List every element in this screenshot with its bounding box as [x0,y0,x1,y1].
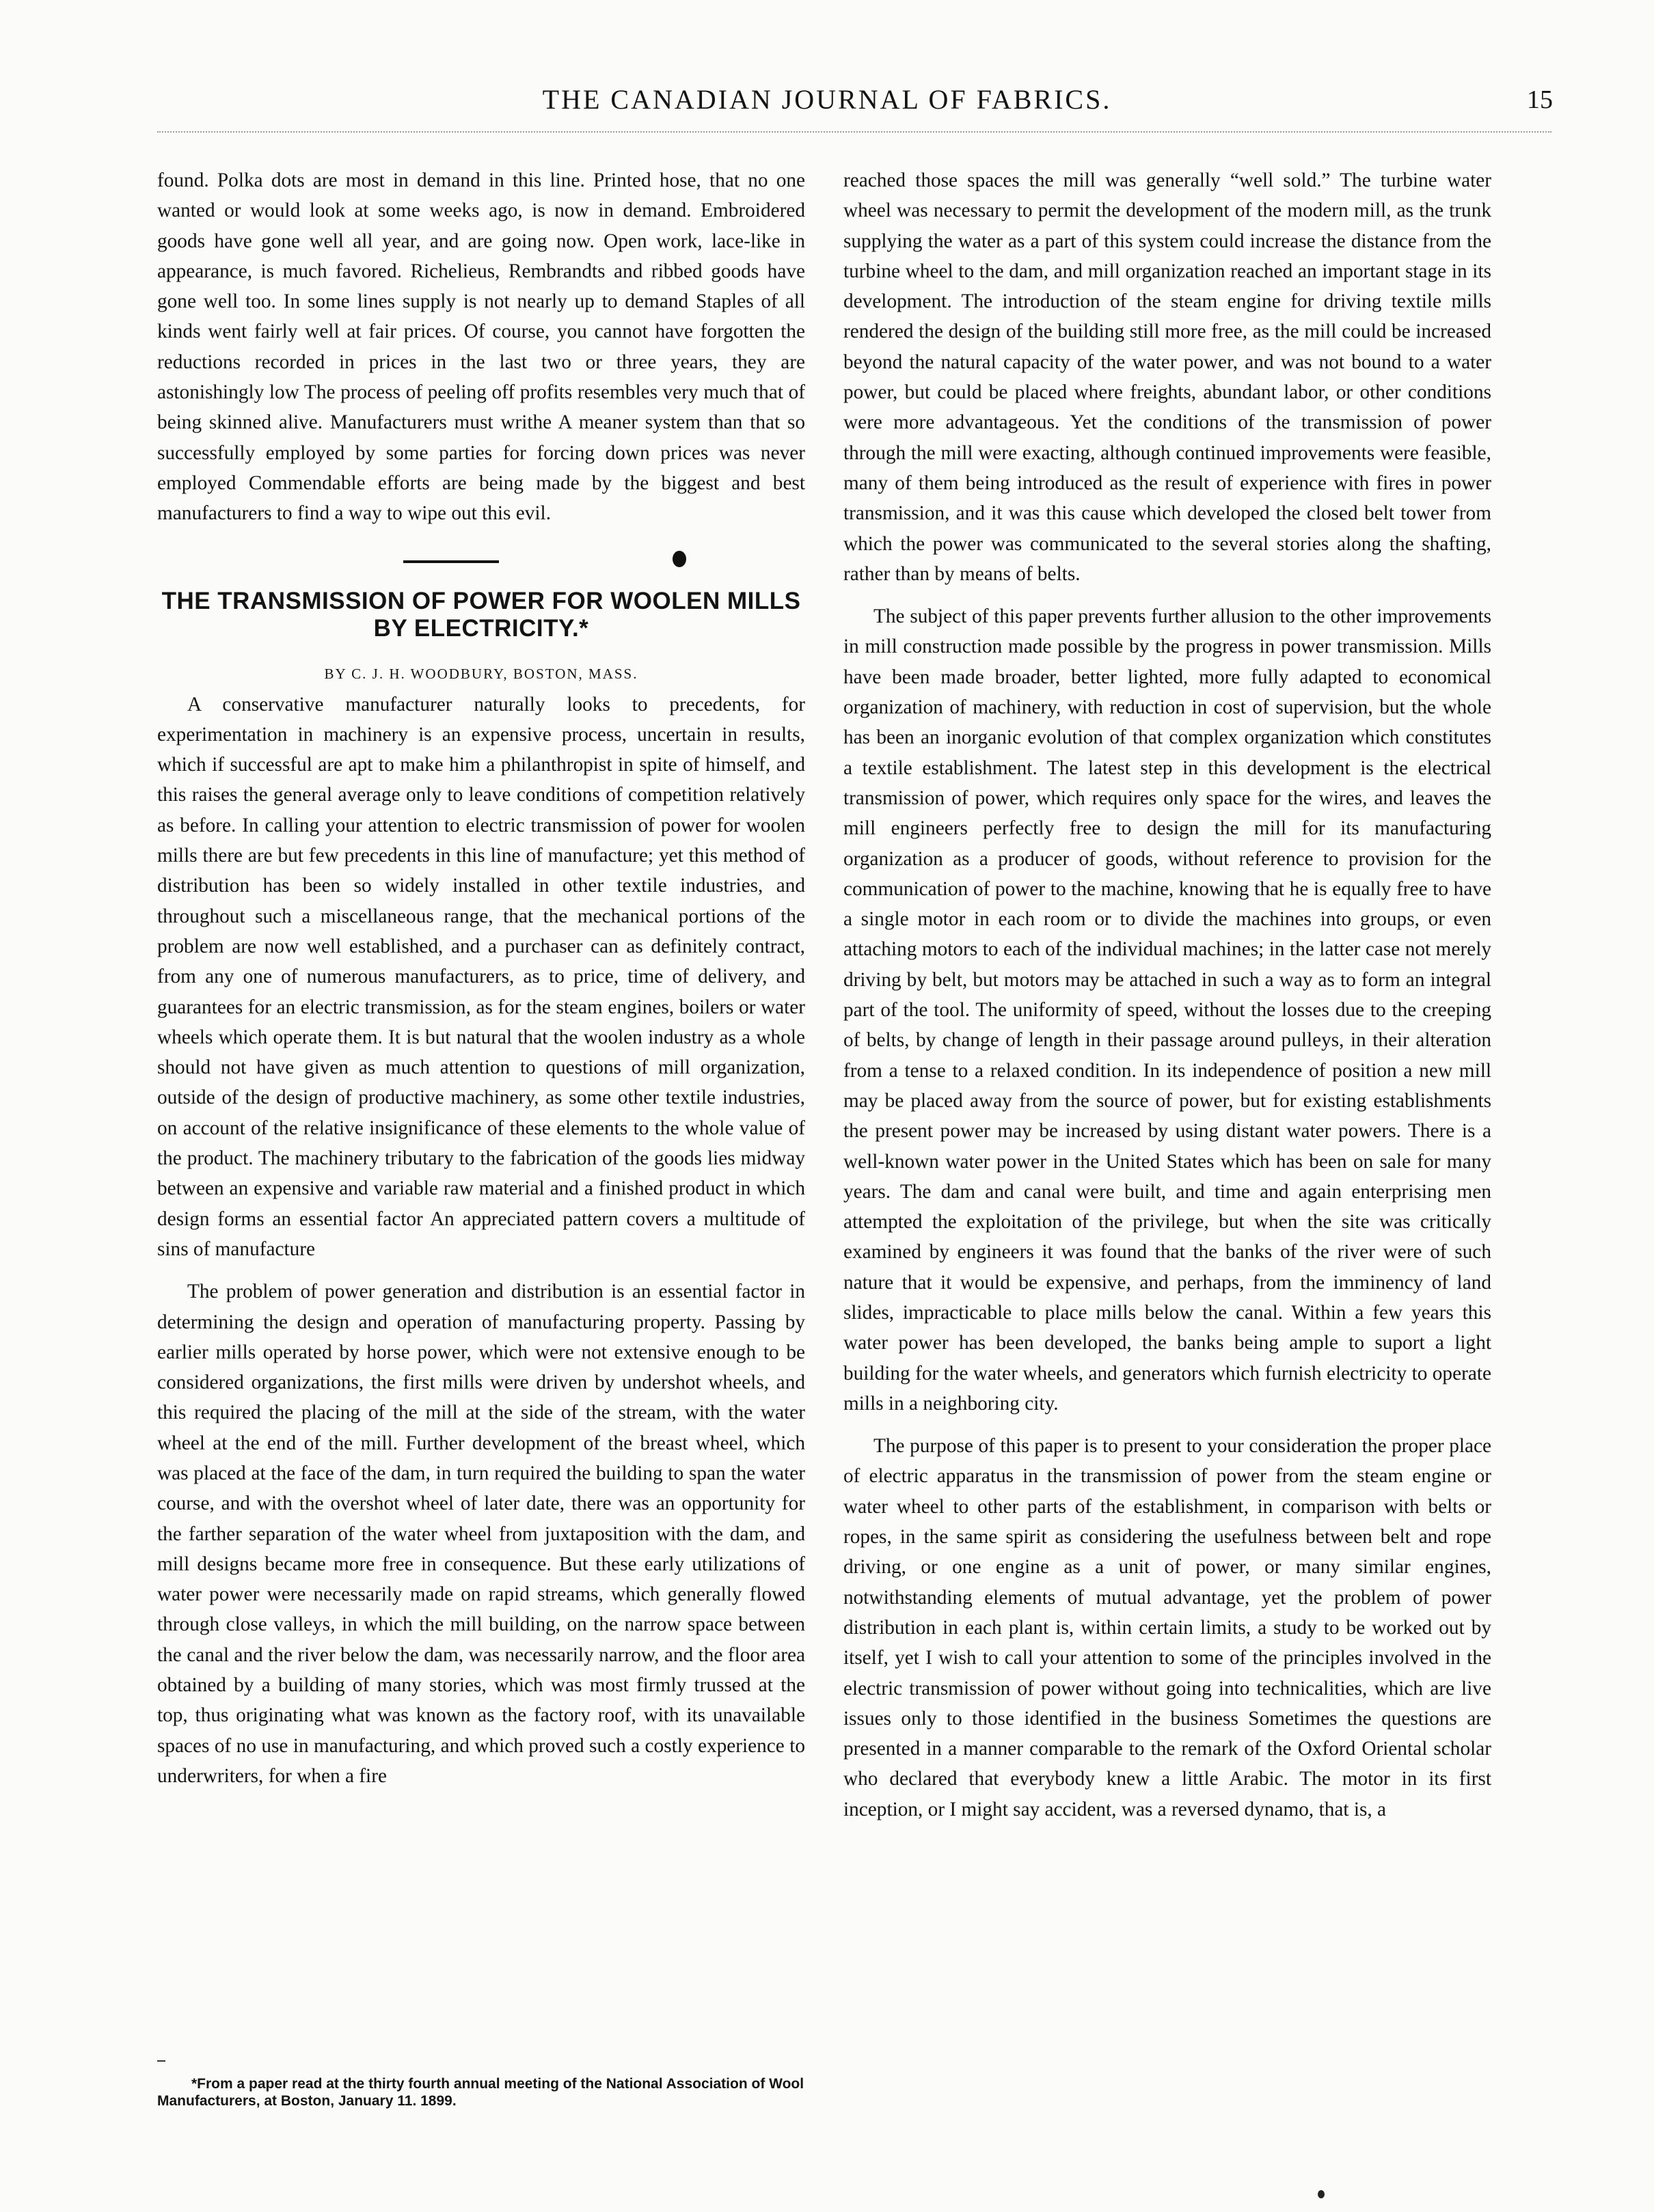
continued-paragraph: found. Polka dots are most in demand in this line. Printed hose, that no one wanted or would look at some weeks ago, is now in demand. Embroidered goods have gone well all year, and are going now. Open work, lace-like in appearance, is much favored. Richelieus, Rembrandts and ribbed goods have gone well too. In some lines supply is not nearly up to demand Staples of all kinds went fairly well at fair prices. Of course, you cannot have forgotten the reductions recorded in prices in the last two or three years, they are astonishingly low The process of peeling off profits resembles very much that of being skinned alive. Manufacturers must writhe A meaner system than that so successfully employed by some parties for forcing down prices was never employed Commendable efforts are being made by the biggest and best manufacturers to find a way to wipe out this evil. [157,169,805,525]
page-number: 15 [1527,85,1553,114]
section-separator [157,543,805,586]
right-column [843,165,1491,1825]
body-paragraph-4: The subject of this paper prevents further allusion to the other improvements in mill construction made possible by the progress in power transmission. Mills have been made broader, better lighted, more fully adapted to economical organization of machinery, with reduction in cost of supervision, but the whole has been an inorganic evolution of that complex organization which constitutes a textile establishment. The latest step in this development is the electrical transmission of power, which requires only space for the wires, and leaves the mill engineers perfectly free to design the mill for its manufacturing organization as a producer of goods, without reference to provision for the communication of power to the machine, knowing that he is equally free to have a single motor in each room or to divide the machines into groups, or even attaching motors to each of the individual machines; in the latter case not merely driving by belt, but motors may be attached in such a way as to form an integral part of the tool. The uniformity of speed, without the losses due to the creeping of belts, by change of length in their passage around pulleys, in their alteration from a tense to a relaxed condition. In its independence of position a new mill may be placed away from the source of power, but for existing establishments the present power may be increased by using distant water powers. There is a well-known water power in the United States which has been on sale for many years. The dam and canal were built, and time and again enterprising men attempted the exploitation of the privilege, but when the site was critically examined by engineers it was found that the banks of the river were of such nature that it would be expensive, and perhaps, from the imminency of land slides, impracticable to place mills below the canal. Within a few years this water power has been developed, the banks being ample to suport a light building for the water wheels, and generators which furnish electricity to operate mills in a neighboring city. [843,605,1491,1415]
ink-blot [673,551,686,567]
footnote: *From a paper read at the thirty fourth annual meeting of the National Association of Wool Manufacturers, at Boston, January 11. 1899. [157,2076,804,2109]
running-head: THE CANADIAN JOURNAL OF FABRICS. [542,84,1112,115]
header-rule [157,131,1551,133]
footnote-block [157,2060,805,2109]
article-title: THE TRANSMISSION OF POWER FOR WOOLEN MILLS BY ELECTRICITY.* [161,587,801,642]
body-paragraph-2: The problem of power generation and distribution is an essential factor in determining the design and operation of manufacturing property. Passing by earlier mills operated by horse power, which were not extensive enough to be considered organizations, the first mills were driven by undershot wheels, and this required the placing of the mill at the side of the stream, with the water wheel at the end of the mill. Further development of the breast wheel, which was placed at the face of the dam, in turn required the building to span the water course, and with the overshot wheel of later date, there was an opportunity for the farther separation of the water wheel from juxtaposition with the dam, and mill designs became more free in consequence. But these early utilizations of water power were necessarily made on rapid streams, which generally flowed through close valleys, in which the mill building, on the narrow space between the canal and the river below the dam, was necessarily narrow, and the floor area obtained by a building of many stories, which was most firmly trussed at the top, thus originating what was known as the factory roof, with its unavailable spaces of no use in manufacturing, and which proved such a costly experience to underwriters, for when a fire [157,1281,805,1787]
left-column [157,165,805,1791]
page-header [0,81,1654,135]
body-paragraph-5: The purpose of this paper is to present to your consideration the proper place of electric apparatus in the transmission of power from the steam engine or water wheel to other parts of the establishment, in comparison with belts or ropes, in the same spirit as considering the usefulness between belt and rope driving, or one engine as a unit of power, or many similar engines, notwithstanding elements of mutual advantage, yet the problem of power distribution in each plant is, within certain limits, a study to be worked out by itself, yet I wish to call your attention to some of the principles involved in the electric transmission of power without going into technicalities, which are live issues only to those identified in the business Sometimes the questions are presented in a manner comparable to the remark of the Oxford Oriental scholar who declared that everybody knew a little Arabic. The motor in its first inception, or I might say accident, was a reversed dynamo, that is, a [843,1435,1491,1820]
footnote-rule [157,2060,165,2062]
separator-rule [403,560,499,563]
body-paragraph-3: reached those spaces the mill was generally “well sold.” The turbine water wheel was necessary to permit the development of the modern mill, as the trunk supplying the water as a part of this system could increase the distance from the turbine wheel to the dam, and mill organization reached an important stage in its development. The introduction of the steam engine for driving textile mills rendered the design of the building still more free, as the mill could be increased beyond the natural capacity of the water power, and was not bound to a water power, but could be placed where freights, abundant labor, or other conditions were more advantageous. Yet the conditions of the transmission of power through the mill were exacting, although continued improvements were feasible, many of them being introduced as the result of experience with fires in power transmission, and it was this cause which developed the closed belt tower from which the power was communicated to the several stories along the shafting, rather than by means of belts. [843,169,1491,585]
ink-speck [1318,2190,1325,2198]
byline: BY C. J. H. WOODBURY, BOSTON, MASS. [324,665,638,682]
body-paragraph-1: A conservative manufacturer naturally looks to precedents, for experimentation in machinery is an expensive process, uncertain in results, which if successful are apt to make him a philanthropist in spite of himself, and this raises the general average only to leave conditions of competition relatively as before. In calling your attention to electric transmission of power for woolen mills there are but few precedents in this line of manufacture; yet this method of distribution has been so widely installed in other textile industries, and throughout such a miscellaneous range, that the mechanical portions of the problem are now well established, and a purchaser can as definitely contract, from any one of numerous manufacturers, as to price, time of delivery, and guarantees for an electric transmission, as for the steam engines, boilers or water wheels which operate them. It is but natural that the woolen industry as a whole should not have given as much attention to questions of mill organization, outside of the design of productive machinery, as some other textile industries, on account of the relative insignificance of these elements to the whole value of the product. The machinery tributary to the fabrication of the goods lies midway between an expensive and variable raw material and a finished product in which design forms an essential factor An appreciated pattern covers a multitude of sins of manufacture [157,693,805,1260]
